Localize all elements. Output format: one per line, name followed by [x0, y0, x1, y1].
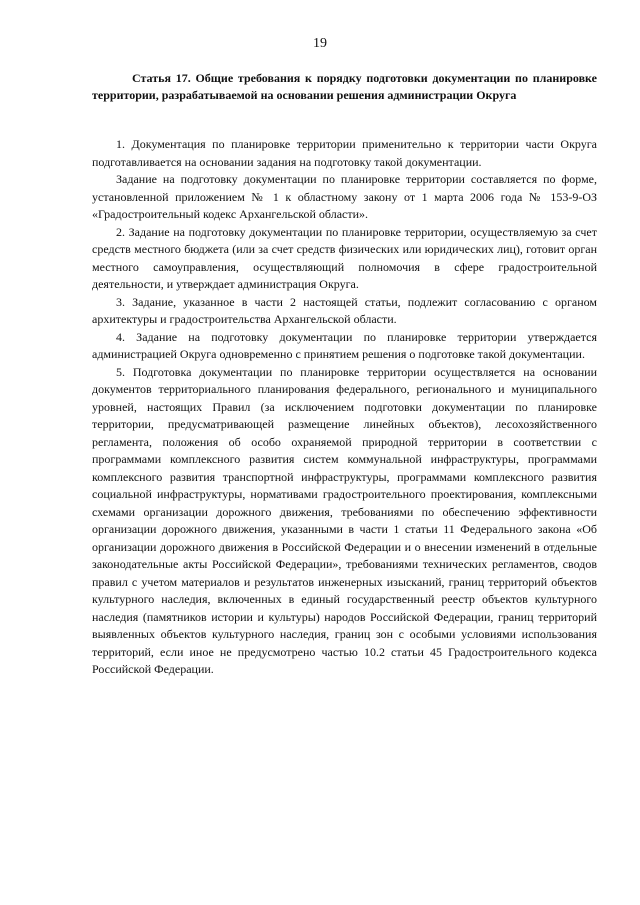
paragraph-3: 3. Задание, указанное в части 2 настоящей статьи, подлежит согласованию с органом архитектуры и градостроительства Архангельской области.: [92, 294, 597, 326]
paragraph-4: 4. Задание на подготовку документации по планировке территории утверждается администрацией Округа одновременно с принятием решения о подготовке такой документации.: [92, 329, 597, 361]
paragraph-1: 1. Документация по планировке территории применительно к территории части Округа подготавливается на основании задания на подготовку такой документации.: [92, 137, 597, 169]
paragraph-1-continuation: Задание на подготовку документации по планировке территории составляется по форме, установленной приложением № 1 к областному закону от 1 марта 2006 года № 153-9-ОЗ «Градостроительный кодекс Архангельской области».: [92, 172, 597, 221]
paragraph-5: 5. Подготовка документации по планировке территории осуществляется на основании документов территориального планирования федерального, регионального и муниципального уровней, настоящих Правил (за исключением подготовки документации по планировке территории, предусматривающей размещение линейных объектов), лесохозяйственного регламента, положения об особо охраняемой природной территории в соответствии с программами комплексного развития систем коммунальной инфраструктуры, программами комплексного развития транспортной инфраструктуры, программами комплексного развития социальной инфраструктуры, нормативами градостроительного проектирования, комплексными схемами организации дорожного движения, требованиями по обеспечению эффективности организации дорожного движения, указанными в части 1 статьи 11 Федерального закона «Об организации дорожного движения в Российской Федерации и о внесении изменений в отдельные законодательные акты Российской Федерации», требованиями технических регламентов, сводов правил с учетом материалов и результатов инженерных изысканий, границ территорий объектов культурного наследия, включенных в единый государственный реестр объектов культурного наследия (памятников истории и культуры) народов Российской Федерации, границ территорий выявленных объектов культурного наследия, границ зон с особыми условиями использования территорий, если иное не предусмотрено частью 10.2 статьи 45 Градостроительного кодекса Российской Федерации.: [92, 364, 597, 676]
paragraph-2: 2. Задание на подготовку документации по планировке территории, осуществляемую за счет средств местного бюджета (или за счет средств физических или юридических лиц), готовит орган местного самоуправления, осуществляющий полномочия в сфере градостроительной деятельности, и утверждает администрация Округа.: [92, 224, 597, 291]
article-body: [92, 136, 597, 679]
page-number: 19: [313, 36, 327, 51]
article-heading: Статья 17. Общие требования к порядку подготовки документации по планировке территории, разрабатываемой на основании решения администрации Округа: [92, 71, 597, 102]
